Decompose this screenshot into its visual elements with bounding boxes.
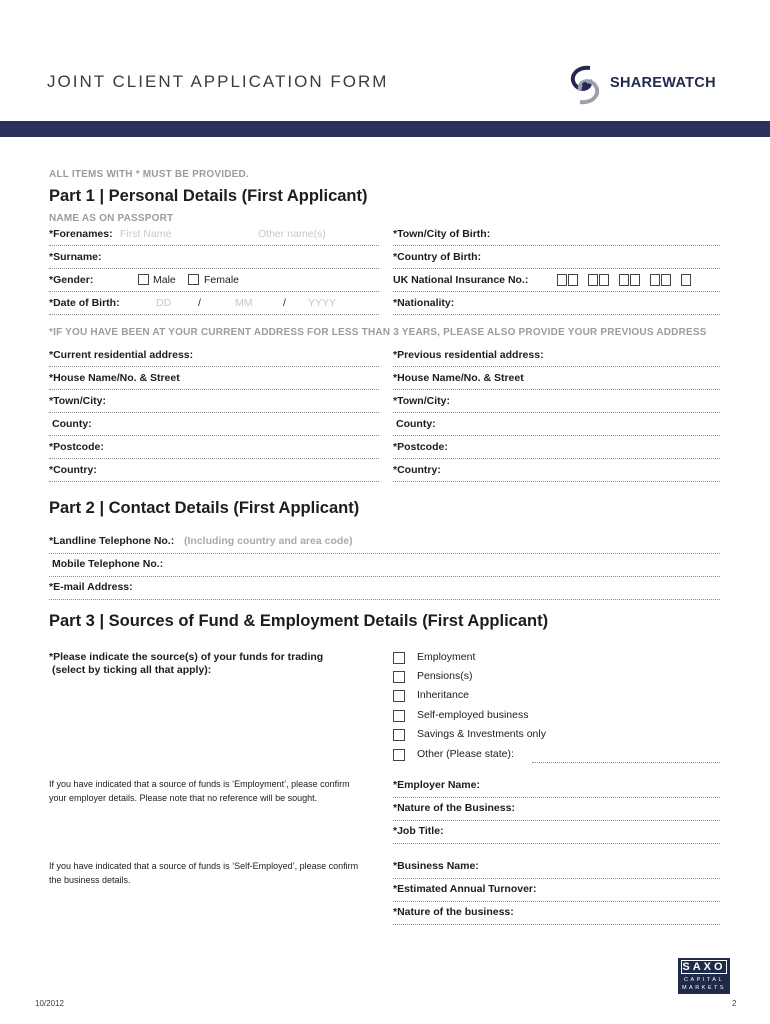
gender-label: *Gender: [49,274,94,286]
required-note: ALL ITEMS WITH * MUST BE PROVIDED. [49,169,249,180]
saxo-logo-top: SAXO [682,961,726,973]
email-label: *E-mail Address: [49,581,133,593]
female-label: Female [204,274,240,286]
part3-heading: Part 3 | Sources of Fund & Employment Details (First Applicant) [49,612,549,630]
previous-house-label: *House Name/No. & Street [393,372,524,384]
part1-heading: Part 1 | Personal Details (First Applicant) [49,187,368,205]
saxo-logo-line1: CAPITAL [683,977,724,983]
source-pensions-checkbox[interactable] [393,671,405,683]
turnover-label: *Estimated Annual Turnover: [393,883,537,895]
surname-label: *Surname: [49,251,102,263]
current-country-label: *Country: [49,464,97,476]
job-title-label: *Job Title: [393,825,444,837]
footer-date: 10/2012 [35,999,64,1008]
address-note: *IF YOU HAVE BEEN AT YOUR CURRENT ADDRESS FOR LESS THAN 3 YEARS, PLEASE ALSO PROVIDE YOUR PREVIOUS ADDRESS [49,327,707,338]
nature-business-label: *Nature of the Business: [393,802,515,814]
source-other-label: Other (Please state): [417,748,514,760]
current-town-label: *Town/City: [49,395,106,407]
previous-address-label: *Previous residential address: [393,349,544,361]
sources-question-1: *Please indicate the source(s) of your funds for trading [49,651,324,663]
ni-label: UK National Insurance No.: [393,274,529,286]
employer-name-label: *Employer Name: [393,779,480,791]
town-birth-label: *Town/City of Birth: [393,228,491,240]
employment-note-2: your employer details. Please note that no reference will be sought. [49,793,318,803]
nationality-label: *Nationality: [393,297,455,309]
saxo-logo-line2: MARKETS [681,985,727,991]
first-name-field[interactable]: First Name [120,228,172,240]
source-employment-label: Employment [417,651,476,663]
landline-hint: (Including country and area code) [184,535,353,547]
sources-question-2: (select by ticking all that apply): [52,664,212,676]
business-name-label: *Business Name: [393,860,479,872]
source-savings-checkbox[interactable] [393,729,405,741]
saxo-logo [678,958,730,994]
source-pensions-label: Pensions(s) [417,670,473,682]
source-savings-label: Savings & Investments only [417,728,546,740]
sharewatch-swirl-icon [566,64,606,106]
nature-business-lower-label: *Nature of the business: [393,906,514,918]
sharewatch-logo [566,64,736,106]
previous-town-label: *Town/City: [393,395,450,407]
dob-year-field[interactable]: YYYY [308,297,337,309]
landline-label: *Landline Telephone No.: [49,535,175,547]
dob-slash-2: / [283,297,286,309]
source-other-checkbox[interactable] [393,749,405,761]
previous-postcode-label: *Postcode: [393,441,448,453]
source-self-employed-label: Self-employed business [417,709,529,721]
forenames-label: *Forenames: [49,228,113,240]
male-label: Male [153,274,176,286]
current-house-label: *House Name/No. & Street [49,372,180,384]
source-inheritance-checkbox[interactable] [393,690,405,702]
dob-label: *Date of Birth: [49,297,120,309]
part2-heading: Part 2 | Contact Details (First Applicant) [49,499,360,517]
source-inheritance-label: Inheritance [417,689,469,701]
male-checkbox[interactable] [138,274,149,285]
mobile-label: Mobile Telephone No.: [52,558,164,570]
passport-note: NAME AS ON PASSPORT [49,213,174,224]
current-county-label: County: [52,418,92,430]
other-source-field[interactable] [532,762,720,763]
previous-country-label: *Country: [393,464,441,476]
form-title: JOINT CLIENT APPLICATION FORM [47,72,389,91]
source-self-employed-checkbox[interactable] [393,710,405,722]
page-number: 2 [732,999,737,1008]
dob-month-field[interactable]: MM [235,297,253,309]
self-employed-note-2: the business details. [49,875,131,885]
dob-slash-1: / [198,297,201,309]
dob-day-field[interactable]: DD [156,297,172,309]
employment-note-1: If you have indicated that a source of funds is ‘Employment’, please confirm [49,779,350,789]
current-postcode-label: *Postcode: [49,441,104,453]
female-checkbox[interactable] [188,274,199,285]
current-address-label: *Current residential address: [49,349,194,361]
header-band [0,121,770,137]
previous-county-label: County: [396,418,436,430]
country-birth-label: *Country of Birth: [393,251,482,263]
other-names-field[interactable]: Other name(s) [258,228,326,240]
source-employment-checkbox[interactable] [393,652,405,664]
logo-text: SHAREWATCH [610,75,716,91]
self-employed-note-1: If you have indicated that a source of funds is ‘Self-Employed’, please confirm [49,861,359,871]
